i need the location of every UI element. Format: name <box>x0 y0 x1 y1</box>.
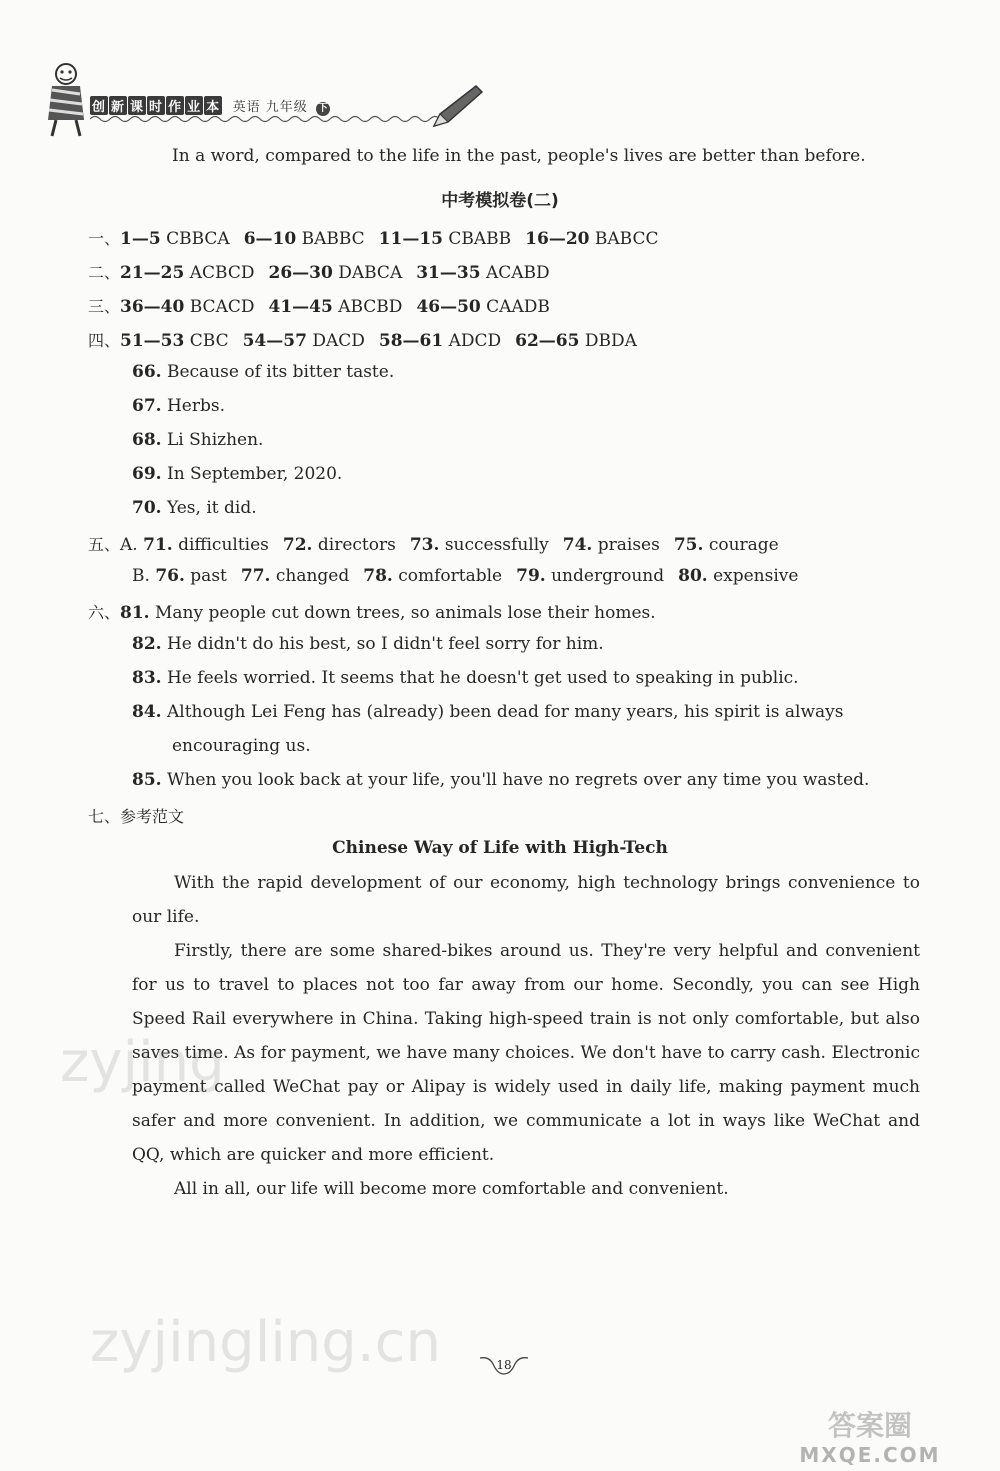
mc-row <box>88 294 550 317</box>
answer-text: When you look back at your life, you'll have no regrets over any time you wasted. <box>166 770 870 790</box>
answer-range: 16—20 <box>525 229 590 249</box>
answer-word: past <box>190 566 227 586</box>
answer-text: He didn't do his best, so I didn't feel sorry for him. <box>166 634 604 654</box>
watermark: zyjing <box>60 1030 225 1095</box>
corner-logo <box>760 1407 980 1467</box>
translation-item <box>132 702 843 722</box>
logo-text: MXQE.COM <box>799 1443 941 1467</box>
page-number <box>478 1354 530 1376</box>
answer-range: 46—50 <box>416 297 481 317</box>
essay-paragraph: Firstly, there are some shared-bikes around us. They're very helpful and convenient for us to travel to places not too far away from our home. Secondly, you can see High Speed Rail everywhere in China. Taking high-speed train is not only comfortable, but also saves time. As for payment, we have many choices. We don't have to carry cash. Electronic payment called WeChat pay or Alipay is widely used in daily life, making payment much safer and more convenient. In addition, we communicate a lot in ways like WeChat and QQ, which are quicker and more efficient. <box>132 941 920 1165</box>
item-number: 84. <box>132 702 162 722</box>
answer-range: 62—65 <box>515 331 580 351</box>
answer-word: successfully <box>444 535 549 555</box>
svg-text:答案圈: 答案圈 <box>827 1409 913 1442</box>
part-label: B. <box>132 566 150 586</box>
answer-range: 41—45 <box>268 297 333 317</box>
item-number: 75. <box>673 535 704 555</box>
answer-word: difficulties <box>178 535 269 555</box>
item-number: 73. <box>409 535 440 555</box>
pencil-icon <box>430 82 486 130</box>
item-number: 70. <box>132 498 162 518</box>
series-char: 新 <box>109 96 127 115</box>
answer-word: expensive <box>713 566 799 586</box>
essay-paragraph: All in all, our life will become more comfortable and convenient. <box>174 1179 729 1199</box>
section-number: 四、 <box>88 331 121 350</box>
section-label: 七、参考范文 <box>88 807 185 826</box>
answer-letters: ACBCD <box>189 263 255 283</box>
item-number: 69. <box>132 464 162 484</box>
item-number: 77. <box>240 566 271 586</box>
logo-mark-icon <box>790 1407 950 1443</box>
wavy-rule <box>90 114 440 124</box>
short-answer <box>132 430 263 450</box>
section-number: 三、 <box>88 297 121 316</box>
item-number: 68. <box>132 430 162 450</box>
item-number: 76. <box>155 566 185 586</box>
part-label: A. <box>120 535 138 555</box>
answer-text: Herbs. <box>166 396 226 416</box>
answer-range: 1—5 <box>120 229 161 249</box>
answer-range: 6—10 <box>243 229 297 249</box>
translation-item <box>132 634 604 654</box>
answer-letters: CAADB <box>486 297 550 317</box>
translation-item <box>88 600 656 623</box>
mascot-icon <box>38 60 94 138</box>
header-subject: 英语 九年级 <box>232 100 308 115</box>
section-number: 五、 <box>88 535 121 554</box>
item-number: 71. <box>143 535 173 555</box>
answer-text: Yes, it did. <box>166 498 257 518</box>
answer-range: 54—57 <box>242 331 307 351</box>
answer-letters: DBDA <box>584 331 637 351</box>
answer-range: 51—53 <box>120 331 185 351</box>
answer-word: praises <box>597 535 660 555</box>
translation-item-continued: encouraging us. <box>172 736 311 756</box>
answer-letters: BABCC <box>594 229 659 249</box>
mc-row <box>88 328 637 351</box>
short-answer <box>132 362 394 382</box>
item-number: 67. <box>132 396 162 416</box>
essay-title: Chinese Way of Life with High-Tech <box>332 838 668 858</box>
answer-text: In September, 2020. <box>166 464 343 484</box>
word-fill-row-b <box>132 566 798 586</box>
item-number: 74. <box>562 535 593 555</box>
answer-text: Because of its bitter taste. <box>166 362 395 382</box>
answer-range: 26—30 <box>268 263 333 283</box>
answer-range: 21—25 <box>120 263 185 283</box>
series-char: 本 <box>204 96 222 115</box>
mc-row <box>88 226 659 249</box>
series-char: 作 <box>166 96 184 115</box>
answer-range: 31—35 <box>416 263 481 283</box>
answer-range: 36—40 <box>120 297 185 317</box>
answer-text: Many people cut down trees, so animals lose their homes. <box>155 603 656 623</box>
answer-text: He feels worried. It seems that he doesn't get used to speaking in public. <box>166 668 799 688</box>
answer-letters: ADCD <box>448 331 502 351</box>
essay-paragraph: With the rapid development of our economy, high technology brings convenience to our life. <box>132 873 920 927</box>
item-number: 80. <box>678 566 708 586</box>
essay-body <box>132 866 920 1206</box>
answer-letters: CBBCA <box>166 229 230 249</box>
answer-word: changed <box>275 566 350 586</box>
page-number-text: 18 <box>496 1358 512 1372</box>
short-answer <box>132 396 225 416</box>
word-fill-row-a <box>88 532 779 555</box>
item-number: 78. <box>363 566 393 586</box>
series-char: 课 <box>128 96 146 115</box>
page-header <box>30 60 490 140</box>
item-number: 85. <box>132 770 162 790</box>
translation-item <box>132 668 799 688</box>
answer-range: 11—15 <box>378 229 443 249</box>
answer-letters: CBC <box>189 331 229 351</box>
answer-letters: CBABB <box>448 229 512 249</box>
intro-line: In a word, compared to the life in the past, people's lives are better than before. <box>172 146 866 166</box>
exam-title: 中考模拟卷(二) <box>441 191 559 211</box>
volume-badge: 下 <box>317 103 329 114</box>
section-number: 一、 <box>88 229 121 248</box>
item-number: 79. <box>516 566 546 586</box>
answer-letters: BCACD <box>189 297 255 317</box>
section-number: 二、 <box>88 263 121 282</box>
translation-item <box>132 770 869 790</box>
short-answer <box>132 464 342 484</box>
item-number: 83. <box>132 668 162 688</box>
series-char: 时 <box>147 96 165 115</box>
series-char: 创 <box>90 96 108 115</box>
section-number: 六、 <box>88 603 121 622</box>
item-number: 81. <box>120 603 150 623</box>
item-number: 66. <box>132 362 162 382</box>
short-answer <box>132 498 257 518</box>
answer-text: Li Shizhen. <box>166 430 264 450</box>
series-char: 业 <box>185 96 203 115</box>
item-number: 72. <box>282 535 313 555</box>
answer-word: comfortable <box>398 566 503 586</box>
watermark: zyjingling.cn <box>90 1310 441 1375</box>
answer-letters: ACABD <box>485 263 550 283</box>
header-title <box>90 96 330 116</box>
answer-range: 58—61 <box>378 331 444 351</box>
answer-text: Although Lei Feng has (already) been dead for many years, his spirit is always <box>166 702 844 722</box>
answer-letters: BABBC <box>301 229 365 249</box>
answer-letters: DACD <box>312 331 365 351</box>
answer-word: directors <box>317 535 396 555</box>
answer-letters: ABCBD <box>338 297 403 317</box>
answer-word: underground <box>551 566 665 586</box>
answer-letters: DABCA <box>338 263 403 283</box>
mc-row <box>88 260 550 283</box>
item-number: 82. <box>132 634 162 654</box>
answer-word: courage <box>708 535 779 555</box>
